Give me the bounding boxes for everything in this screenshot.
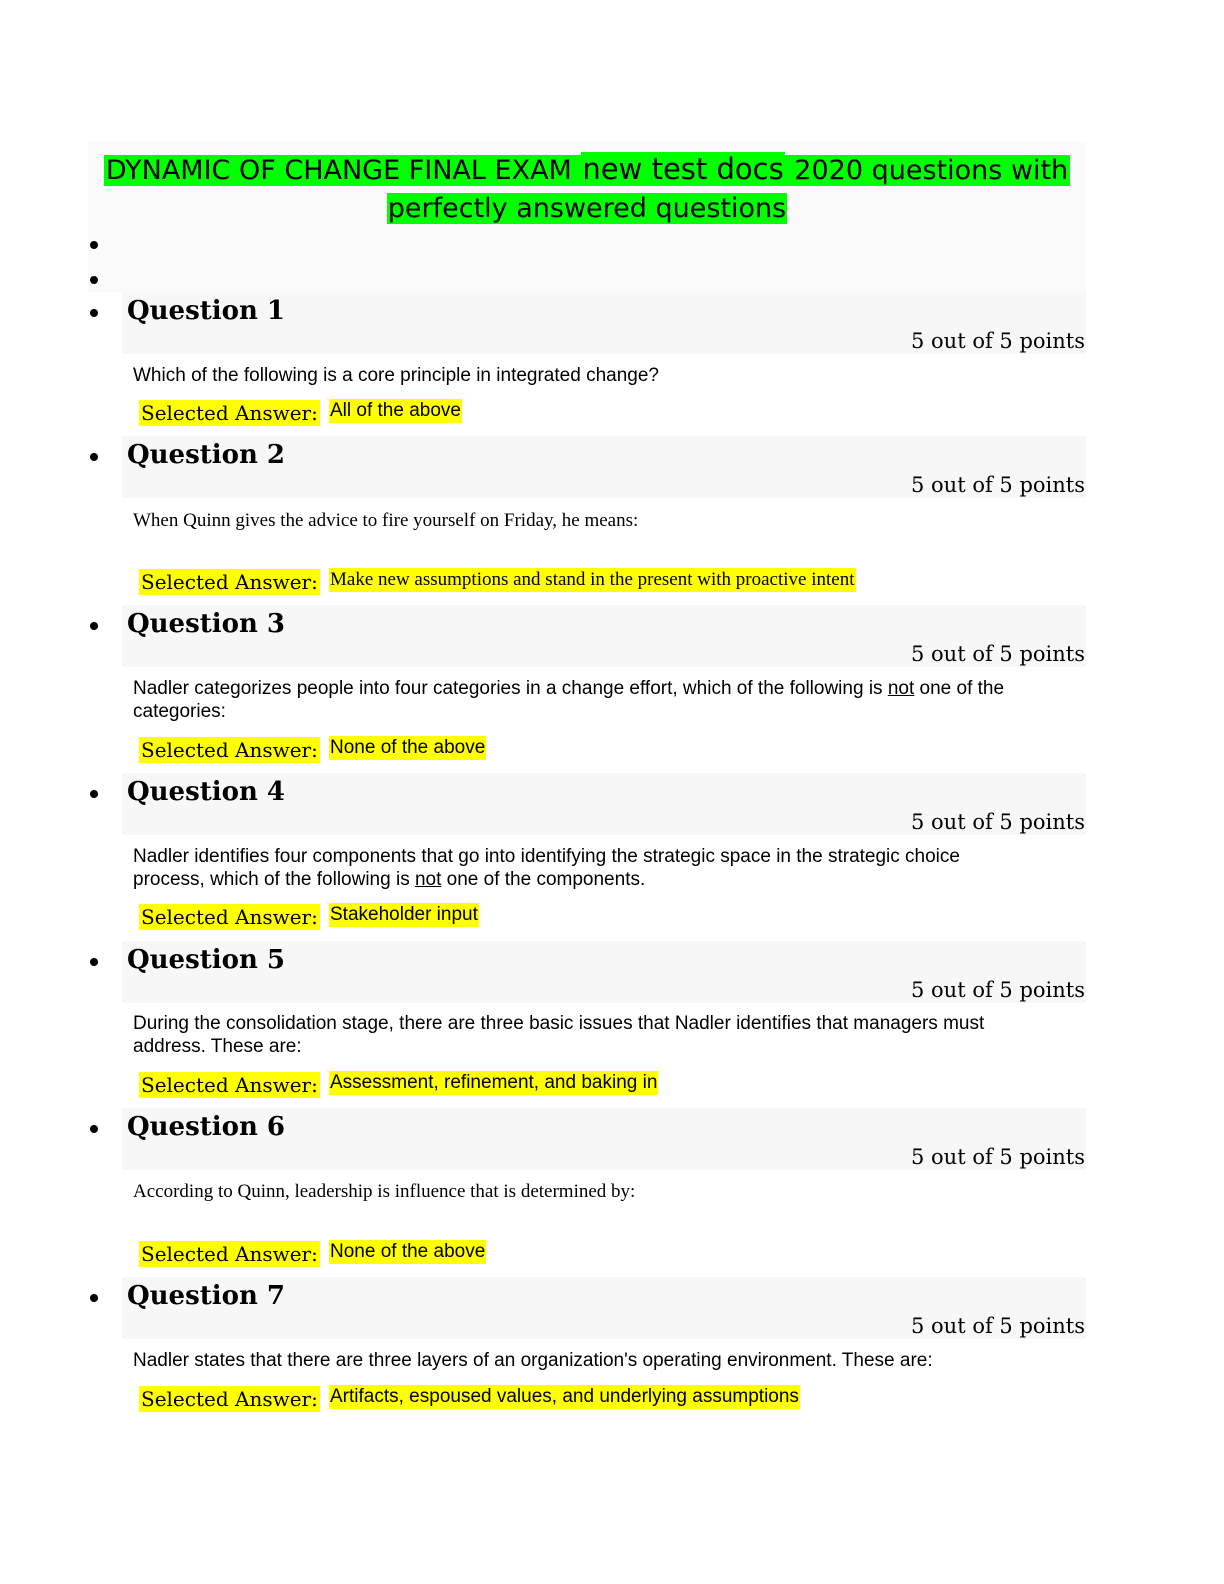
question-text: When Quinn gives the advice to fire yourself on Friday, he means: xyxy=(133,510,639,531)
question-points: 5 out of 5 points xyxy=(911,810,1085,834)
question-points: 5 out of 5 points xyxy=(911,978,1085,1002)
empty-bullet xyxy=(90,241,98,249)
selected-answer-label: Selected Answer: xyxy=(141,738,318,762)
question-text xyxy=(133,845,1003,891)
question-text: Nadler states that there are three layers of an organization's operating environment. These are: xyxy=(133,1350,933,1371)
title-part-2: new test docs xyxy=(582,152,784,186)
selected-answer: Artifacts, espoused values, and underlying assumptions xyxy=(330,1386,799,1407)
question-bullet xyxy=(90,309,98,317)
question-bullet xyxy=(90,1294,98,1302)
selected-answer-label: Selected Answer: xyxy=(141,1073,318,1097)
question-text xyxy=(133,677,1013,723)
selected-answer-label: Selected Answer: xyxy=(141,1387,318,1411)
empty-bullet xyxy=(90,276,98,284)
document-title-line-2 xyxy=(88,190,1086,228)
title-part-3: 2020 questions with xyxy=(785,155,1069,186)
selected-answer: None of the above xyxy=(330,1241,486,1262)
question-points: 5 out of 5 points xyxy=(911,1314,1085,1338)
question-bullet xyxy=(90,1125,98,1133)
selected-answer: Assessment, refinement, and baking in xyxy=(330,1072,658,1093)
question-title: Question 4 xyxy=(127,777,286,807)
document-header xyxy=(88,142,1086,292)
question-text: According to Quinn, leadership is influence that is determined by: xyxy=(133,1181,636,1202)
question-title: Question 2 xyxy=(127,440,286,470)
selected-answer: All of the above xyxy=(330,400,461,421)
selected-answer-label: Selected Answer: xyxy=(141,905,318,929)
selected-answer-label: Selected Answer: xyxy=(141,570,318,594)
question-text-part: one of the components. xyxy=(441,869,646,890)
title-line-2: perfectly answered questions xyxy=(387,193,787,224)
question-title: Question 5 xyxy=(127,945,286,975)
question-points: 5 out of 5 points xyxy=(911,1145,1085,1169)
selected-answer-label: Selected Answer: xyxy=(141,1242,318,1266)
selected-answer-label: Selected Answer: xyxy=(141,401,318,425)
question-text: During the consolidation stage, there are three basic issues that Nadler identifies that managers must address. These are: xyxy=(133,1013,985,1057)
question-text-part: one of the categories: xyxy=(133,678,1005,722)
question-title: Question 1 xyxy=(127,296,286,326)
question-bullet xyxy=(90,790,98,798)
question-points: 5 out of 5 points xyxy=(911,473,1085,497)
question-text-part: Nadler identifies four components that go into identifying the strategic space in the strategic choice process, which of the following is xyxy=(133,846,960,890)
question-text-part: Nadler categorizes people into four categories in a change effort, which of the following is xyxy=(133,678,888,699)
question-text-underlined: not xyxy=(414,869,442,890)
question-bullet xyxy=(90,958,98,966)
document-title-line-1 xyxy=(88,150,1086,190)
selected-answer: None of the above xyxy=(330,737,486,758)
question-bullet xyxy=(90,453,98,461)
question-points: 5 out of 5 points xyxy=(911,642,1085,666)
selected-answer: Stakeholder input xyxy=(330,904,478,925)
question-title: Question 7 xyxy=(127,1281,286,1311)
selected-answer: Make new assumptions and stand in the present with proactive intent xyxy=(330,569,855,590)
question-text-underlined: not xyxy=(887,678,915,699)
question-bullet xyxy=(90,622,98,630)
question-title: Question 6 xyxy=(127,1112,286,1142)
question-text: Which of the following is a core principle in integrated change? xyxy=(133,365,659,386)
question-points: 5 out of 5 points xyxy=(911,329,1085,353)
question-title: Question 3 xyxy=(127,609,286,639)
title-part-1: DYNAMIC OF CHANGE FINAL EXAM xyxy=(105,155,581,186)
